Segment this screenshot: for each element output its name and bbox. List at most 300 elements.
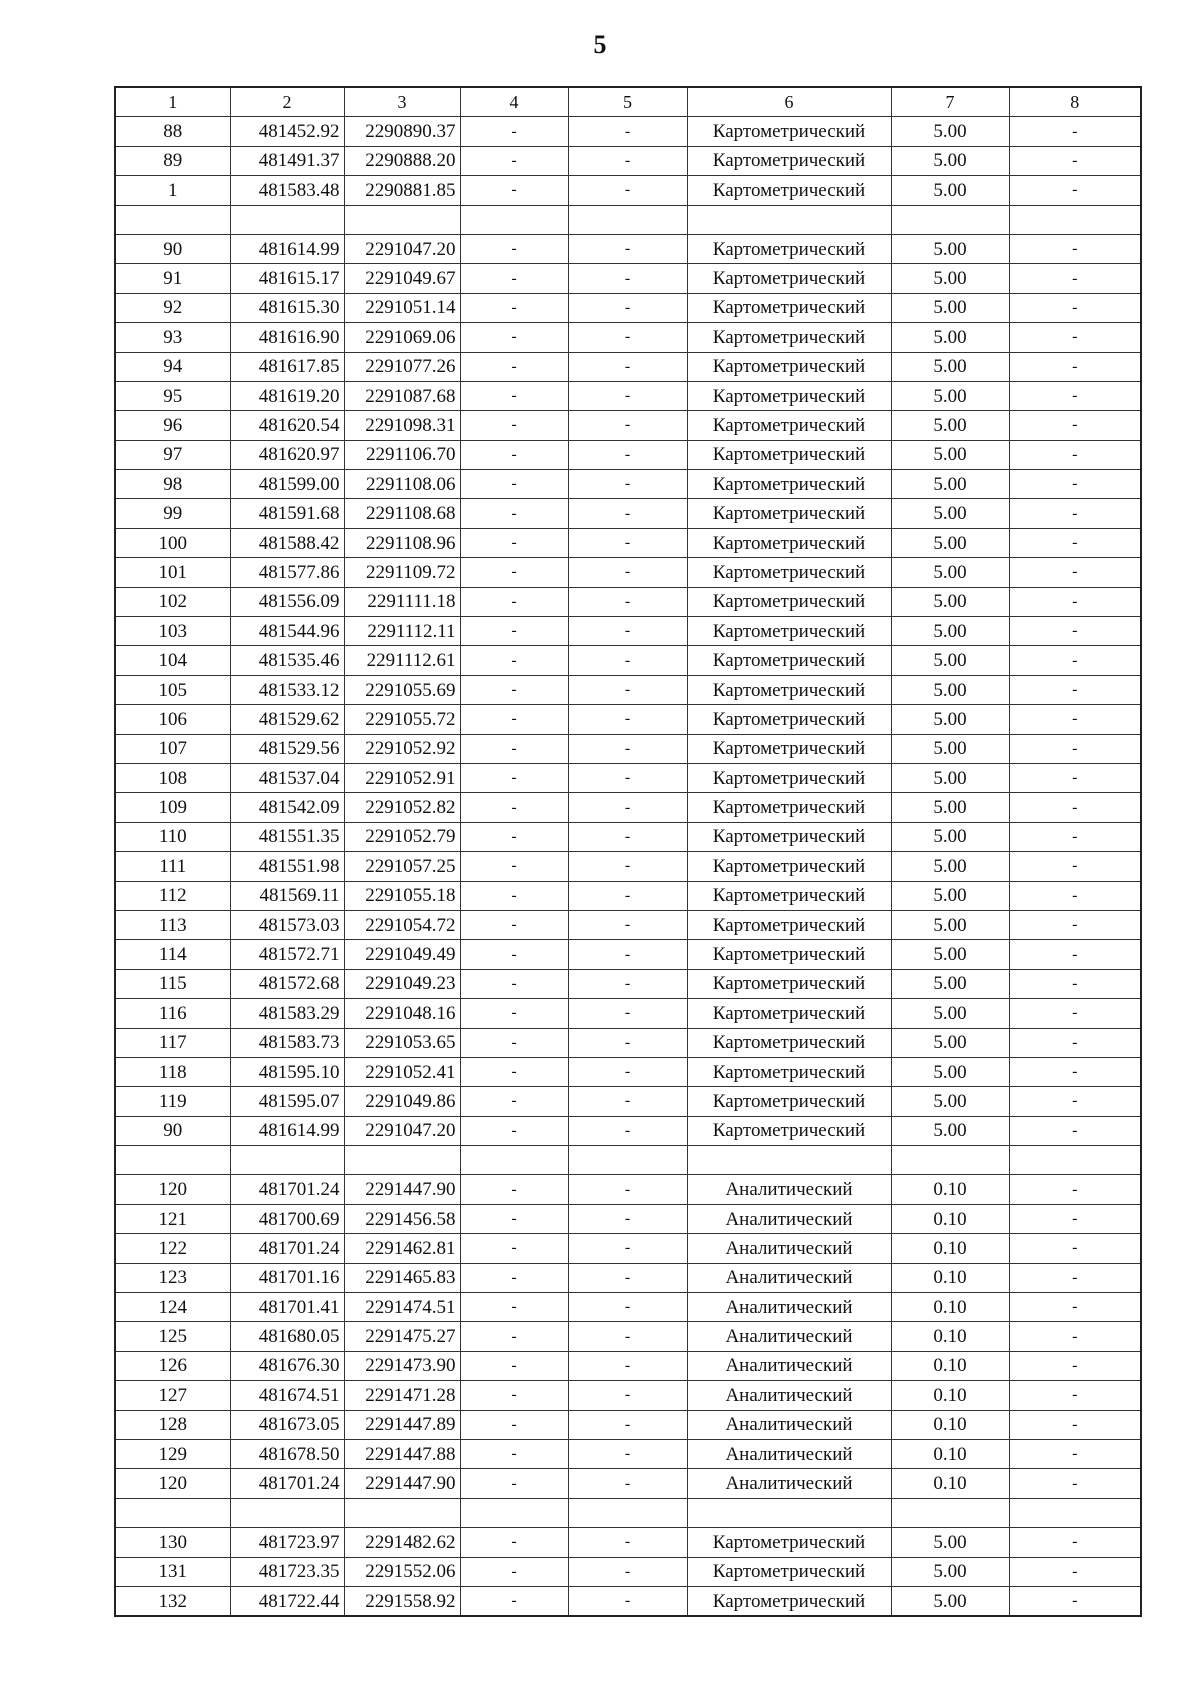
table-cell: - xyxy=(1009,617,1141,646)
table-cell: 2291109.72 xyxy=(344,558,460,587)
table-cell: Картометрический xyxy=(687,1087,891,1116)
table-cell: - xyxy=(1009,176,1141,205)
table-row xyxy=(115,1116,1141,1145)
table-cell: 2291087.68 xyxy=(344,381,460,410)
table-cell: 481542.09 xyxy=(230,793,344,822)
table-cell: Аналитический xyxy=(687,1234,891,1263)
table-cell: 2291052.91 xyxy=(344,763,460,792)
table-cell: - xyxy=(1009,1204,1141,1233)
table-cell: 5.00 xyxy=(891,940,1009,969)
table-cell: 481673.05 xyxy=(230,1410,344,1439)
table-cell: - xyxy=(1009,1557,1141,1586)
table-cell: 5.00 xyxy=(891,381,1009,410)
table-cell xyxy=(115,205,230,234)
table-cell: - xyxy=(1009,587,1141,616)
table-cell: 5.00 xyxy=(891,1116,1009,1145)
table-cell: - xyxy=(460,763,568,792)
table-cell: 2291482.62 xyxy=(344,1528,460,1557)
table-cell: - xyxy=(1009,1263,1141,1292)
table-cell: 2291098.31 xyxy=(344,411,460,440)
table-row xyxy=(115,910,1141,939)
table-cell: 132 xyxy=(115,1586,230,1616)
table-cell: 2291112.61 xyxy=(344,646,460,675)
table-cell: - xyxy=(568,1381,687,1410)
table-cell: 0.10 xyxy=(891,1381,1009,1410)
table-cell: - xyxy=(1009,734,1141,763)
table-cell: 2291447.90 xyxy=(344,1469,460,1498)
table-cell: 102 xyxy=(115,587,230,616)
table-cell: 92 xyxy=(115,293,230,322)
table-cell: 103 xyxy=(115,617,230,646)
table-cell: 2291558.92 xyxy=(344,1586,460,1616)
table-cell: 5.00 xyxy=(891,1586,1009,1616)
table-cell xyxy=(687,205,891,234)
table-row xyxy=(115,440,1141,469)
table-cell: - xyxy=(460,881,568,910)
table-cell: Картометрический xyxy=(687,499,891,528)
table-cell xyxy=(891,205,1009,234)
table-cell: - xyxy=(460,1175,568,1204)
column-header: 2 xyxy=(230,87,344,117)
table-cell: - xyxy=(1009,323,1141,352)
table-cell: - xyxy=(460,1322,568,1351)
table-row xyxy=(115,969,1141,998)
table-cell: 90 xyxy=(115,234,230,263)
table-cell: 2291052.79 xyxy=(344,822,460,851)
table-cell: - xyxy=(460,381,568,410)
table-cell xyxy=(460,1498,568,1527)
table-cell xyxy=(1009,1146,1141,1175)
table-cell: Картометрический xyxy=(687,617,891,646)
table-cell: Картометрический xyxy=(687,969,891,998)
table-cell: 481723.97 xyxy=(230,1528,344,1557)
table-cell: 126 xyxy=(115,1351,230,1380)
table-cell: - xyxy=(568,675,687,704)
table-row xyxy=(115,1263,1141,1292)
table-cell: - xyxy=(568,1116,687,1145)
table-cell: - xyxy=(1009,969,1141,998)
table-cell: - xyxy=(568,617,687,646)
table-cell: - xyxy=(568,822,687,851)
table-cell: Картометрический xyxy=(687,763,891,792)
table-cell: 2291473.90 xyxy=(344,1351,460,1380)
table-cell xyxy=(230,1498,344,1527)
table-row xyxy=(115,499,1141,528)
table-cell: 5.00 xyxy=(891,617,1009,646)
table-cell: Картометрический xyxy=(687,999,891,1028)
table-cell: - xyxy=(1009,910,1141,939)
table-cell: - xyxy=(568,470,687,499)
table-cell: 122 xyxy=(115,1234,230,1263)
table-separator-row xyxy=(115,1146,1141,1175)
table-cell: 5.00 xyxy=(891,470,1009,499)
table-cell: - xyxy=(568,1322,687,1351)
table-cell: - xyxy=(568,1028,687,1057)
table-cell: - xyxy=(460,293,568,322)
table-row xyxy=(115,1322,1141,1351)
table-cell: 2291106.70 xyxy=(344,440,460,469)
table-cell: Картометрический xyxy=(687,1586,891,1616)
table-cell: - xyxy=(568,264,687,293)
table-cell: - xyxy=(460,1087,568,1116)
table-cell: - xyxy=(568,411,687,440)
table-cell: - xyxy=(1009,1057,1141,1086)
table-row xyxy=(115,675,1141,704)
table-cell xyxy=(344,205,460,234)
table-cell xyxy=(230,1146,344,1175)
table-cell: 481615.30 xyxy=(230,293,344,322)
table-cell: 5.00 xyxy=(891,852,1009,881)
table-cell: - xyxy=(460,705,568,734)
table-cell: - xyxy=(568,323,687,352)
table-cell: - xyxy=(460,617,568,646)
table-cell: 2291047.20 xyxy=(344,234,460,263)
table-cell: 481591.68 xyxy=(230,499,344,528)
table-cell: 5.00 xyxy=(891,793,1009,822)
table-cell: 481599.00 xyxy=(230,470,344,499)
table-cell: 5.00 xyxy=(891,705,1009,734)
table-cell: 2291052.92 xyxy=(344,734,460,763)
table-cell: - xyxy=(1009,1586,1141,1616)
table-cell: 5.00 xyxy=(891,234,1009,263)
table-cell: 481676.30 xyxy=(230,1351,344,1380)
table-cell: 5.00 xyxy=(891,1057,1009,1086)
table-cell: - xyxy=(568,910,687,939)
table-row xyxy=(115,558,1141,587)
table-cell: - xyxy=(460,1116,568,1145)
table-cell: 0.10 xyxy=(891,1204,1009,1233)
table-cell: 115 xyxy=(115,969,230,998)
table-cell: - xyxy=(460,264,568,293)
table-cell: 5.00 xyxy=(891,734,1009,763)
table-cell: - xyxy=(568,1351,687,1380)
table-cell: Картометрический xyxy=(687,852,891,881)
table-cell: 2291456.58 xyxy=(344,1204,460,1233)
table-row xyxy=(115,646,1141,675)
table-cell: - xyxy=(568,440,687,469)
table-cell: - xyxy=(1009,1116,1141,1145)
table-cell: - xyxy=(568,852,687,881)
table-cell: Картометрический xyxy=(687,293,891,322)
table-cell: 0.10 xyxy=(891,1293,1009,1322)
table-cell: 112 xyxy=(115,881,230,910)
table-row xyxy=(115,1351,1141,1380)
table-cell: - xyxy=(460,1586,568,1616)
table-cell xyxy=(687,1498,891,1527)
table-cell: - xyxy=(460,1469,568,1498)
table-cell: 2290890.37 xyxy=(344,117,460,146)
table-cell: 5.00 xyxy=(891,499,1009,528)
table-cell: - xyxy=(460,910,568,939)
table-cell: 481583.73 xyxy=(230,1028,344,1057)
table-cell: Картометрический xyxy=(687,793,891,822)
table-cell: 124 xyxy=(115,1293,230,1322)
table-cell: 2291069.06 xyxy=(344,323,460,352)
table-cell: 5.00 xyxy=(891,117,1009,146)
table-cell: 481551.35 xyxy=(230,822,344,851)
table-cell: 2291552.06 xyxy=(344,1557,460,1586)
table-cell: - xyxy=(568,734,687,763)
table-cell: - xyxy=(1009,558,1141,587)
table-cell: - xyxy=(1009,675,1141,704)
table-cell: 120 xyxy=(115,1175,230,1204)
table-cell: Картометрический xyxy=(687,411,891,440)
table-cell: - xyxy=(568,1439,687,1468)
table-row xyxy=(115,734,1141,763)
table-cell: - xyxy=(460,323,568,352)
table-cell: 114 xyxy=(115,940,230,969)
table-row xyxy=(115,852,1141,881)
table-cell: - xyxy=(1009,705,1141,734)
table-cell: - xyxy=(568,940,687,969)
table-cell: 110 xyxy=(115,822,230,851)
table-cell: 481614.99 xyxy=(230,1116,344,1145)
table-cell: Картометрический xyxy=(687,675,891,704)
table-cell: 117 xyxy=(115,1028,230,1057)
table-cell: 2291055.72 xyxy=(344,705,460,734)
table-cell: - xyxy=(1009,852,1141,881)
table-row xyxy=(115,470,1141,499)
table-cell: 481701.24 xyxy=(230,1469,344,1498)
table-cell: - xyxy=(460,528,568,557)
table-cell: - xyxy=(460,675,568,704)
table-cell: 5.00 xyxy=(891,763,1009,792)
table-cell: - xyxy=(460,852,568,881)
table-row xyxy=(115,1528,1141,1557)
table-cell: - xyxy=(460,646,568,675)
table-cell: - xyxy=(460,1204,568,1233)
table-cell: - xyxy=(460,734,568,763)
table-cell: 2291108.68 xyxy=(344,499,460,528)
table-cell: 119 xyxy=(115,1087,230,1116)
table-cell: Картометрический xyxy=(687,528,891,557)
table-cell xyxy=(568,1146,687,1175)
table-cell: 481572.71 xyxy=(230,940,344,969)
table-cell: Картометрический xyxy=(687,176,891,205)
table-cell: - xyxy=(460,352,568,381)
table-cell: Картометрический xyxy=(687,1028,891,1057)
table-cell: 105 xyxy=(115,675,230,704)
table-cell: - xyxy=(568,999,687,1028)
table-cell: 481556.09 xyxy=(230,587,344,616)
table-cell: 90 xyxy=(115,1116,230,1145)
table-cell: - xyxy=(1009,1410,1141,1439)
table-cell: - xyxy=(1009,440,1141,469)
table-row xyxy=(115,264,1141,293)
table-cell: - xyxy=(460,176,568,205)
table-cell: 481701.24 xyxy=(230,1175,344,1204)
table-cell: 5.00 xyxy=(891,1557,1009,1586)
table-cell: 481533.12 xyxy=(230,675,344,704)
table-cell: 1 xyxy=(115,176,230,205)
table-cell: 123 xyxy=(115,1263,230,1292)
table-cell: - xyxy=(1009,1439,1141,1468)
table-cell: 2291462.81 xyxy=(344,1234,460,1263)
table-cell: - xyxy=(1009,763,1141,792)
table-row xyxy=(115,411,1141,440)
table-cell: 2291048.16 xyxy=(344,999,460,1028)
table-cell: 5.00 xyxy=(891,587,1009,616)
table-cell: 5.00 xyxy=(891,1028,1009,1057)
table-row xyxy=(115,293,1141,322)
table-cell: - xyxy=(1009,117,1141,146)
table-cell: - xyxy=(568,1263,687,1292)
table-row xyxy=(115,1204,1141,1233)
table-cell: 2291049.49 xyxy=(344,940,460,969)
table-cell: 131 xyxy=(115,1557,230,1586)
table-cell: 91 xyxy=(115,264,230,293)
table-cell: 481620.97 xyxy=(230,440,344,469)
table-cell: 5.00 xyxy=(891,1087,1009,1116)
table-row xyxy=(115,881,1141,910)
table-cell: 0.10 xyxy=(891,1439,1009,1468)
table-cell: - xyxy=(568,793,687,822)
table-row xyxy=(115,763,1141,792)
table-row xyxy=(115,999,1141,1028)
table-cell: 481529.56 xyxy=(230,734,344,763)
table-row xyxy=(115,587,1141,616)
table-cell: Картометрический xyxy=(687,323,891,352)
table-cell: - xyxy=(460,1293,568,1322)
table-cell: 2291053.65 xyxy=(344,1028,460,1057)
table-cell: - xyxy=(1009,528,1141,557)
table-cell xyxy=(344,1146,460,1175)
table-cell: 2291055.18 xyxy=(344,881,460,910)
table-cell: - xyxy=(568,1175,687,1204)
table-cell: Картометрический xyxy=(687,264,891,293)
table-cell: - xyxy=(568,587,687,616)
table-cell: - xyxy=(460,940,568,969)
table-cell: 5.00 xyxy=(891,969,1009,998)
table-cell: 2291052.82 xyxy=(344,793,460,822)
table-cell: - xyxy=(1009,646,1141,675)
table-cell xyxy=(230,205,344,234)
table-row xyxy=(115,381,1141,410)
table-cell: Картометрический xyxy=(687,587,891,616)
table-cell: - xyxy=(460,1381,568,1410)
table-cell: Аналитический xyxy=(687,1293,891,1322)
table-cell xyxy=(568,1498,687,1527)
table-cell: 2291057.25 xyxy=(344,852,460,881)
table-row xyxy=(115,617,1141,646)
table-cell xyxy=(115,1498,230,1527)
table-cell: 481723.35 xyxy=(230,1557,344,1586)
table-cell: 5.00 xyxy=(891,646,1009,675)
table-cell: - xyxy=(1009,1469,1141,1498)
table-cell: 106 xyxy=(115,705,230,734)
table-cell: - xyxy=(568,381,687,410)
table-cell: Аналитический xyxy=(687,1322,891,1351)
table-cell: - xyxy=(1009,1293,1141,1322)
table-cell: - xyxy=(1009,264,1141,293)
table-cell: 481700.69 xyxy=(230,1204,344,1233)
table-cell: 127 xyxy=(115,1381,230,1410)
table-cell: - xyxy=(568,763,687,792)
table-cell: - xyxy=(1009,793,1141,822)
table-cell: - xyxy=(1009,999,1141,1028)
table-cell: - xyxy=(568,1410,687,1439)
table-cell: - xyxy=(568,969,687,998)
table-cell: Аналитический xyxy=(687,1204,891,1233)
table-cell: Картометрический xyxy=(687,381,891,410)
table-cell: 5.00 xyxy=(891,999,1009,1028)
table-cell: - xyxy=(1009,1381,1141,1410)
table-cell: 108 xyxy=(115,763,230,792)
table-cell: - xyxy=(568,558,687,587)
table-cell: 5.00 xyxy=(891,293,1009,322)
table-cell xyxy=(1009,205,1141,234)
table-cell: 481572.68 xyxy=(230,969,344,998)
table-cell: 125 xyxy=(115,1322,230,1351)
table-cell: 2291471.28 xyxy=(344,1381,460,1410)
table-cell: 2291108.96 xyxy=(344,528,460,557)
table-cell: 5.00 xyxy=(891,323,1009,352)
table-cell: 5.00 xyxy=(891,558,1009,587)
table-cell: Картометрический xyxy=(687,470,891,499)
table-cell: 116 xyxy=(115,999,230,1028)
table-cell: - xyxy=(460,793,568,822)
table-cell: 96 xyxy=(115,411,230,440)
table-cell: 100 xyxy=(115,528,230,557)
table-cell: 118 xyxy=(115,1057,230,1086)
table-cell: Картометрический xyxy=(687,646,891,675)
table-cell: 111 xyxy=(115,852,230,881)
table-cell: - xyxy=(1009,822,1141,851)
table-cell: Картометрический xyxy=(687,558,891,587)
table-cell: - xyxy=(1009,1028,1141,1057)
table-cell: 121 xyxy=(115,1204,230,1233)
table-cell: 2291049.86 xyxy=(344,1087,460,1116)
table-cell: 128 xyxy=(115,1410,230,1439)
table-cell: - xyxy=(1009,499,1141,528)
table-header-row xyxy=(115,87,1141,117)
table-cell: - xyxy=(460,499,568,528)
table-cell: 481544.96 xyxy=(230,617,344,646)
table-cell: - xyxy=(460,234,568,263)
table-cell: Картометрический xyxy=(687,1057,891,1086)
column-header: 5 xyxy=(568,87,687,117)
table-cell: Картометрический xyxy=(687,940,891,969)
column-header: 3 xyxy=(344,87,460,117)
table-cell: 0.10 xyxy=(891,1351,1009,1380)
table-cell xyxy=(460,1146,568,1175)
table-cell: - xyxy=(460,411,568,440)
table-cell: 2290881.85 xyxy=(344,176,460,205)
table-cell: - xyxy=(568,1087,687,1116)
table-cell: - xyxy=(568,1057,687,1086)
table-cell: Картометрический xyxy=(687,910,891,939)
table-cell: - xyxy=(460,1557,568,1586)
table-cell: Картометрический xyxy=(687,1557,891,1586)
table-cell: Аналитический xyxy=(687,1439,891,1468)
table-cell: 2291111.18 xyxy=(344,587,460,616)
table-cell: 481674.51 xyxy=(230,1381,344,1410)
table-cell: - xyxy=(568,646,687,675)
table-cell: 481577.86 xyxy=(230,558,344,587)
table-cell: Картометрический xyxy=(687,352,891,381)
table-cell: - xyxy=(568,499,687,528)
table-cell: 481535.46 xyxy=(230,646,344,675)
table-cell: 95 xyxy=(115,381,230,410)
table-cell: Картометрический xyxy=(687,881,891,910)
table-cell xyxy=(687,1146,891,1175)
table-cell: Картометрический xyxy=(687,1116,891,1145)
table-cell: - xyxy=(460,1528,568,1557)
table-cell: 2291475.27 xyxy=(344,1322,460,1351)
column-header: 1 xyxy=(115,87,230,117)
coordinates-table xyxy=(114,86,1142,1617)
table-cell: 99 xyxy=(115,499,230,528)
